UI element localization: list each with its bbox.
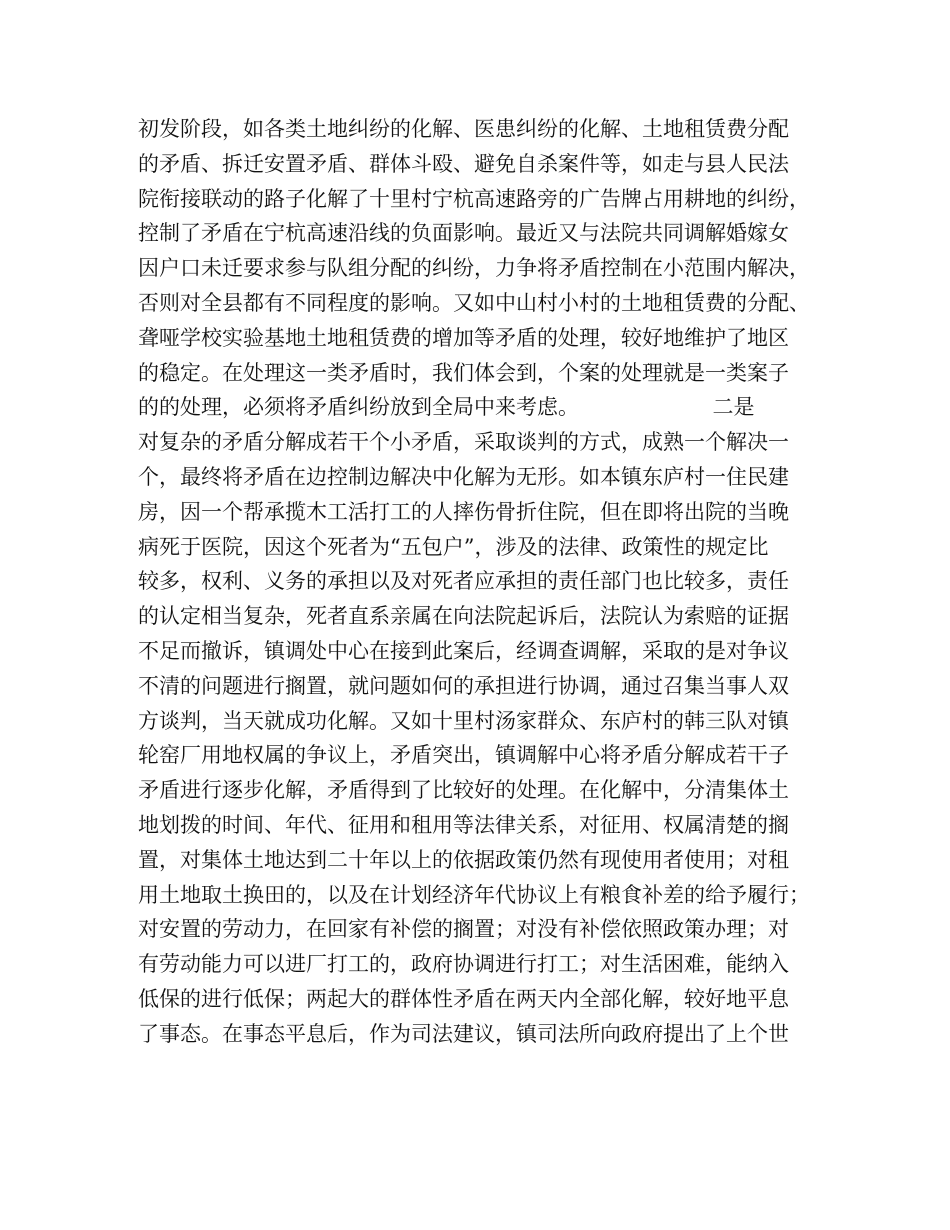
text-line: 用土地取土换田的，以及在计划经济年代协议上有粮食补差的给予履行；	[138, 882, 810, 907]
text-line: 对复杂的矛盾分解成若干个小矛盾，采取谈判的方式，成熟一个解决一	[138, 430, 789, 455]
text-line: 低保的进行低保；两起大的群体性矛盾在两天内全部化解，较好地平息	[138, 986, 789, 1011]
text-line: 聋哑学校实验基地土地租赁费的增加等矛盾的处理，较好地维护了地区	[138, 325, 789, 350]
text-line: 的矛盾、拆迁安置矛盾、群体斗殴、避免自杀案件等，如走与县人民法	[138, 151, 789, 176]
text-line: 置，对集体土地达到二十年以上的依据政策仍然有现使用者使用；对租	[138, 847, 789, 872]
text-line: 有劳动能力可以进厂打工的，政府协调进行打工；对生活困难，能纳入	[138, 952, 789, 977]
body-text	[138, 112, 838, 1052]
text-line: 不足而撤诉，镇调处中心在接到此案后，经调查调解，采取的是对争议	[138, 638, 789, 663]
text-line: 否则对全县都有不同程度的影响。又如中山村小村的土地租赁费的分配、	[138, 290, 810, 315]
text-line: 较多，权利、义务的承担以及对死者应承担的责任部门也比较多，责任	[138, 569, 789, 594]
text-line: 控制了矛盾在宁杭高速沿线的负面影响。最近又与法院共同调解婚嫁女	[138, 221, 789, 246]
text-line: 的稳定。在处理这一类矛盾时，我们体会到，个案的处理就是一类案子	[138, 360, 789, 385]
text-line: 地划拨的时间、年代、征用和租用等法律关系，对征用、权属清楚的搁	[138, 812, 789, 837]
text-line: 轮窑厂用地权属的争议上，矛盾突出，镇调解中心将矛盾分解成若干子	[138, 743, 789, 768]
text-line: 的认定相当复杂，死者直系亲属在向法院起诉后，法院认为索赔的证据	[138, 604, 789, 629]
text-line: 不清的问题进行搁置，就问题如何的承担进行协调，通过召集当事人双	[138, 673, 789, 698]
text-line: 个，最终将矛盾在边控制边解决中化解为无形。如本镇东庐村一住民建	[138, 464, 789, 489]
text-line: 病死于医院，因这个死者为“五包户”，涉及的法律、政策性的规定比	[138, 534, 769, 559]
text-line: 对安置的劳动力，在回家有补偿的搁置；对没有补偿依照政策办理；对	[138, 917, 789, 942]
text-line: 因户口未迁要求参与队组分配的纠纷，力争将矛盾控制在小范围内解决，	[138, 256, 810, 281]
text-line: 矛盾进行逐步化解，矛盾得到了比较好的处理。在化解中，分清集体土	[138, 778, 789, 803]
text-line: 房，因一个帮承揽木工活打工的人摔伤骨折住院，但在即将出院的当晚	[138, 499, 789, 524]
text-line: 院衔接联动的路子化解了十里村宁杭高速路旁的广告牌占用耕地的纠纷，	[138, 186, 810, 211]
text-line: 的的处理，必须将矛盾纠纷放到全局中来考虑。 二是	[138, 395, 755, 420]
text-line: 初发阶段，如各类土地纠纷的化解、医患纠纷的化解、土地租赁费分配	[138, 117, 789, 141]
text-line: 方谈判，当天就成功化解。又如十里村汤家群众、东庐村的韩三队对镇	[138, 708, 789, 733]
text-line: 了事态。在事态平息后，作为司法建议，镇司法所向政府提出了上个世	[138, 1021, 789, 1046]
